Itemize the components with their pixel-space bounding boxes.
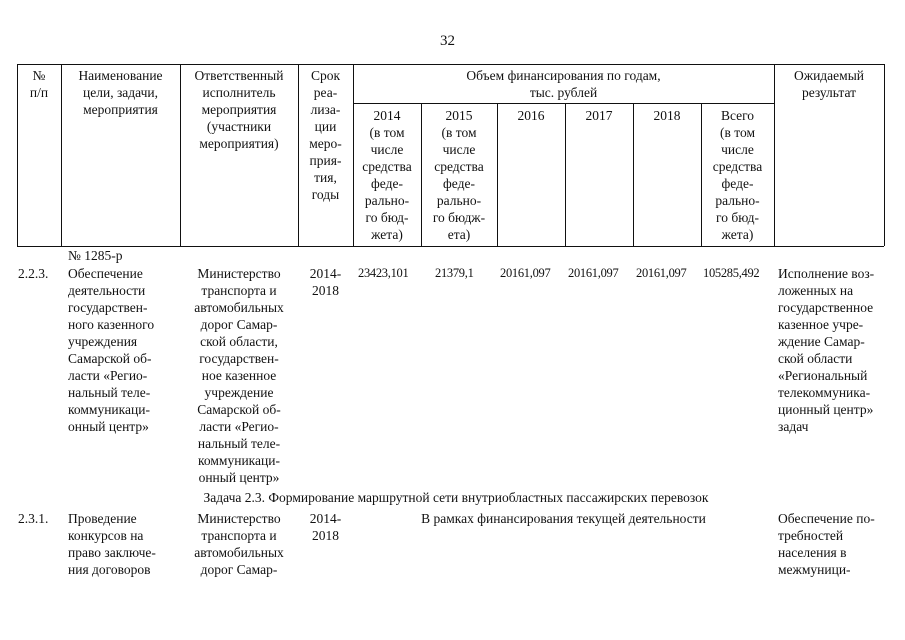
row-2-2-3-value-2015: 21379,1 [435, 266, 474, 280]
row-2-2-3-result: Исполнение воз- ложенных на государственное казенное учре- ждение Самар- ской области «Региональный телекоммуника- ционный центр» задач [778, 266, 875, 434]
header-year-2018: 2018 [653, 108, 681, 123]
col-border-8 [633, 103, 634, 246]
row-2-3-1-num: 2.3.1. [18, 511, 49, 526]
row-2-2-3-num: 2.2.3. [18, 266, 49, 281]
header-year-2015: 2015 (в том числе средства феде- рально- го бюдж- ета) [432, 108, 486, 242]
row-2-2-3-value-2014: 23423,101 [358, 266, 409, 280]
table-top-border [17, 64, 884, 65]
header-name: Наименование цели, задачи, мероприятия [78, 68, 163, 117]
row-2-3-1-term: 2014- 2018 [309, 511, 342, 543]
carryover-text: № 1285-р [68, 248, 123, 263]
row-2-2-3-responsible: Министерство транспорта и автомобильных дорог Самар- ской области, государствен- ное казенное учреждение Самарской об- ласти «Регио- нальный теле- коммуникаци- онный центр» [194, 266, 284, 485]
row-2-2-3-value-2018: 20161,097 [636, 266, 687, 280]
header-num: № п/п [29, 68, 49, 100]
header-year-2017: 2017 [585, 108, 613, 123]
header-year-2016: 2016 [517, 108, 545, 123]
col-border-11 [884, 64, 885, 246]
header-total: Всего (в том числе средства феде- рально- го бюд- жета) [712, 108, 763, 242]
row-2-3-1-result: Обеспечение по- требностей населения в межмуници- [778, 511, 875, 577]
page-number: 32 [440, 33, 455, 49]
header-responsible: Ответственный исполнитель мероприятия (участники мероприятия) [194, 68, 284, 151]
header-bottom-border [17, 246, 884, 247]
header-funding: Объем финансирования по годам, тыс. рублей [466, 68, 661, 100]
row-2-2-3-value-2016: 20161,097 [500, 266, 551, 280]
row-2-2-3-term: 2014- 2018 [309, 266, 342, 298]
row-2-2-3-total: 105285,492 [703, 266, 760, 280]
header-year-2014: 2014 (в том числе средства феде- рально- го бюд- жета) [362, 108, 412, 242]
row-2-2-3-name: Обеспечение деятельности государствен- ного казенного учреждения Самарской об- ласти «Регио- нальный теле- коммуникаци- онный центр» [68, 266, 155, 434]
task-2-3-heading: Задача 2.3. Формирование маршрутной сети внутриобластных пассажирских перевозок [203, 490, 709, 505]
col-border-6 [497, 103, 498, 246]
year-header-divider [353, 103, 774, 104]
row-2-2-3-value-2017: 20161,097 [568, 266, 619, 280]
row-2-3-1-name: Проведение конкурсов на право заключе- ния договоров [68, 511, 156, 577]
row-2-3-1-responsible: Министерство транспорта и автомобильных дорог Самар- [194, 511, 284, 577]
col-border-7 [565, 103, 566, 246]
row-2-3-1-funding: В рамках финансирования текущей деятельности [421, 511, 706, 526]
header-result: Ожидаемый результат [794, 68, 864, 100]
header-term: Срок реа- лиза- ции меро- прия- тия, годы [309, 68, 342, 202]
